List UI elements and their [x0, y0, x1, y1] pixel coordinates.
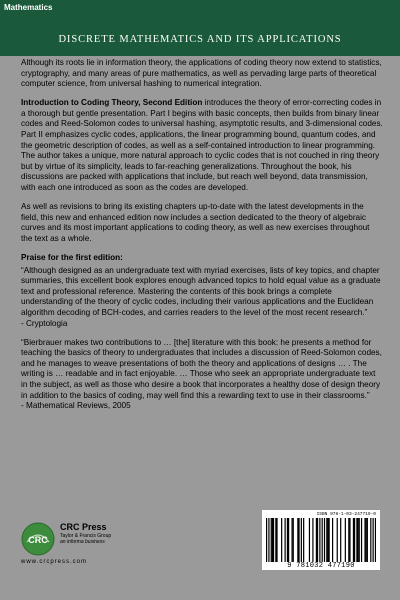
- barcode-bar: [354, 518, 355, 562]
- barcode-bar: [275, 518, 276, 562]
- publisher-tagline: an informa business: [60, 539, 105, 545]
- barcode-bar: [285, 518, 286, 562]
- quote-text: “Bierbrauer makes two contributions to … [the] literature with this book: he presents a method for teaching the basics of theory to undergraduates that includes a discussion of Reed-Solomon codes, and he manages to weave presentations of both the theory and applications of designs … . The writing is … readable and in fact enjoyable. … Those who seek an appropriate undergraduate text in the subject, as well as those who desire a book that incorporates a healthy dose of design theory in addition to the basics of coding, may well find this a rewarding text to use in their classrooms.”: [21, 337, 382, 400]
- barcode-bar: [272, 518, 273, 562]
- series-title: DISCRETE MATHEMATICS AND ITS APPLICATIONS: [58, 34, 342, 45]
- barcode-bar: [367, 518, 368, 562]
- header-band: [0, 0, 400, 56]
- barcode-bar: [287, 518, 288, 562]
- barcode-panel: [262, 510, 380, 570]
- barcode-bar: [332, 518, 333, 562]
- crc-logo-icon: [21, 522, 55, 556]
- barcode-bar: [297, 518, 298, 562]
- publisher-url: www.crcpress.com: [21, 559, 88, 565]
- quote-source: - Cryptologia: [21, 318, 68, 328]
- barcode-bar: [288, 518, 289, 562]
- barcode-bar: [276, 518, 277, 562]
- barcode-bar: [281, 518, 282, 562]
- quote-text: “Although designed as an undergraduate text with myriad exercises, lists of key topics, and chapter summaries, this excellent book explores enough advanced topics to hold equal value as a graduate text and professional reference. Mastering the contents of this book brings a complete understanding of the theory of cyclic codes, including their various applications and the Euclidean algorithm decoding of BCH-codes, and carries readers to the level of the most recent research.”: [21, 265, 381, 317]
- description-paragraph: [21, 98, 383, 193]
- barcode-bar: [370, 518, 371, 562]
- barcode-bar: [349, 518, 350, 562]
- intro-paragraph: Although its roots lie in information theory, the applications of coding theory now extend to statistics, cryptography, and many areas of pure mathematics, as well as pervading large parts of theoretical computer science, from universal hashing to numerical integration.: [21, 58, 382, 89]
- barcode-bar: [329, 518, 330, 562]
- barcode-bar: [359, 518, 360, 562]
- barcode-bar: [364, 518, 365, 562]
- description-text: introduces the theory of error-correcting codes in a thorough but gentle presentation. Part I begins with basic concepts, then builds from binary linear codes and Reed-Solomon codes to universal hashing, asymptotic results, and 3-dimensional codes. Part II emphasizes cyclic codes, applications, the linear programming bound, quantum codes, and the geometric description of codes, as well as a self-contained introduction to linear programming. The author takes a unique, more natural approach to cyclic codes that is not couched in ring theory but by virtue of its simplicity, leads to far-reaching generalizations. Throughout the book, his discussions are packed with applications that include, but reach well beyond, data transmission, with each one introduced as soon as the codes are developed.: [21, 98, 383, 193]
- footer: [0, 510, 400, 600]
- barcode-bar: [353, 518, 354, 562]
- barcode-bar: [337, 518, 338, 562]
- barcode-image: [266, 518, 376, 562]
- back-cover-text: [21, 58, 383, 420]
- barcode-bar: [348, 518, 349, 562]
- barcode-bar: [266, 518, 267, 562]
- barcode-bar: [324, 518, 325, 562]
- barcode-bar: [373, 518, 374, 562]
- review-quote-1: [21, 266, 383, 330]
- barcode-bar: [361, 518, 362, 562]
- barcode-bar: [291, 518, 292, 562]
- publisher-name: CRC Press: [60, 522, 107, 532]
- barcode-bar: [366, 518, 367, 562]
- barcode-bar: [326, 518, 327, 562]
- review-quote-2: [21, 338, 383, 412]
- barcode-bar: [309, 518, 310, 562]
- quote-source: - Mathematical Reviews, 2005: [21, 401, 131, 411]
- barcode-bar: [268, 518, 269, 562]
- barcode-bar: [293, 518, 294, 562]
- praise-heading: Praise for the first edition:: [21, 253, 123, 262]
- barcode-bar: [356, 518, 357, 562]
- barcode-bar: [327, 518, 328, 562]
- barcode-bar: [375, 518, 376, 562]
- barcode-digits: 9 781032 477190: [287, 562, 355, 570]
- barcode-bar: [298, 518, 299, 562]
- edition-paragraph: As well as revisions to bring its existing chapters up-to-date with the latest developments in the field, this new and enhanced edition now includes a section dedicated to the theory of algebraic curves and its most important applications to coding theory, as well as new exercises throughout the text as a whole.: [21, 202, 370, 243]
- isbn-label: ISBN 978-1-03-247719-0: [316, 512, 376, 517]
- barcode-bar: [316, 518, 317, 562]
- barcode-bar: [340, 518, 341, 562]
- category-label: Mathematics: [4, 3, 53, 12]
- barcode-bar: [301, 518, 302, 562]
- barcode-bar: [317, 518, 318, 562]
- barcode-bar: [319, 518, 320, 562]
- barcode-bar: [312, 518, 313, 562]
- book-title: Introduction to Coding Theory, Second Edition: [21, 98, 203, 108]
- barcode-bar: [303, 518, 304, 562]
- barcode-bar: [345, 518, 346, 562]
- barcode-bar: [357, 518, 358, 562]
- barcode-bar: [322, 518, 323, 562]
- publisher-group: Taylor & Francis Group: [60, 533, 112, 539]
- barcode-bar: [273, 518, 274, 562]
- logo-text: CRC: [28, 535, 48, 545]
- barcode-bar: [271, 518, 272, 562]
